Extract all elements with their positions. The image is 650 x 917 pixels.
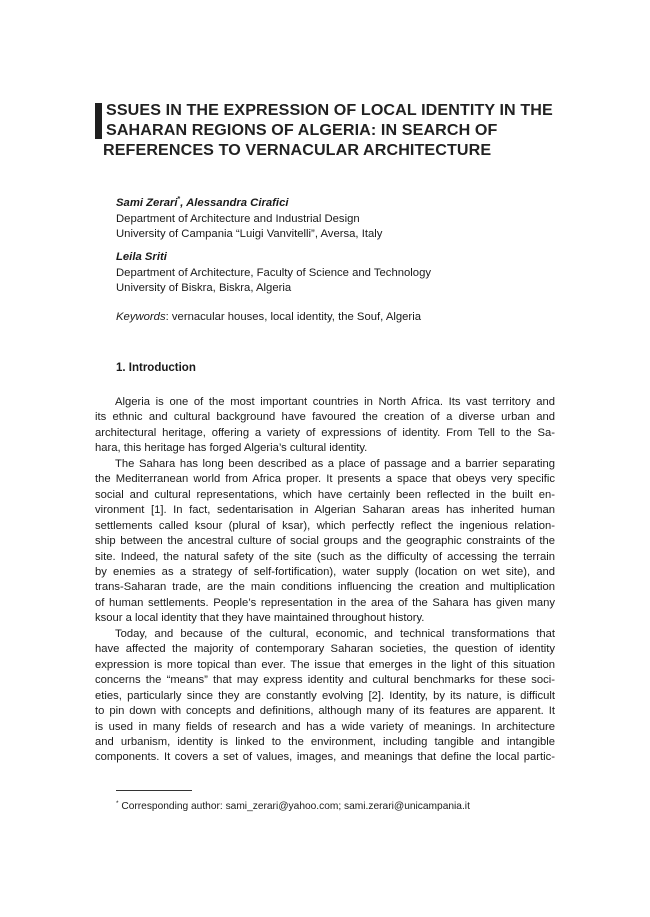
affiliation-line: Department of Architecture and Industrial Design [116, 212, 360, 225]
body-line: concerns the “means” that may express identity and cultural benchmarks for these soci- [95, 674, 555, 687]
footnote-mark: * [116, 800, 119, 807]
body-line: site. Indeed, the natural safety of the site (such as the difficulty of accessing the terrain [95, 550, 555, 563]
body-line: by enemies as a strategy of self-fortification), water supply (location on wet site), and [95, 565, 555, 578]
body-line: is used in many fields of research and has a wide variety of meanings. In architecture [95, 720, 555, 733]
affiliation-line: University of Campania “Luigi Vanvitelli”, Aversa, Italy [116, 228, 383, 240]
title-line-2: SAHARAN REGIONS OF ALGERIA: IN SEARCH OF [106, 121, 498, 139]
affiliation-line: Department of Architecture, Faculty of Science and Technology [116, 266, 432, 279]
keywords [116, 310, 421, 326]
body-line: architectural heritage, offering a variety of expressions of identity. From Tell to the Sa- [95, 426, 555, 439]
body-text [95, 395, 555, 766]
body-line: components. It covers a set of values, images, and meanings that define the local partic- [95, 751, 555, 764]
body-line: Algeria is one of the most important countries in North Africa. Its vast territory and [115, 396, 555, 408]
body-line: eties, particularly since they are constantly evolving [2]. Identity, by its nature, is difficult [95, 689, 555, 702]
body-line: of human settlements. People’s representation in the area of the Sahara has given many [95, 596, 555, 609]
paper-title [95, 100, 565, 160]
body-line: and urbanism, identity is linked to the environment, including tangible and intangible [95, 735, 555, 748]
title-line-1: SSUES IN THE EXPRESSION OF LOCAL IDENTITY IN THE [106, 101, 553, 119]
author-block-1 [116, 192, 382, 243]
body-line: social and cultural representations, which have certainly been reflected in the built en- [95, 488, 555, 501]
keywords-label: Keywords [116, 311, 166, 323]
title-line-3: REFERENCES TO VERNACULAR ARCHITECTURE [103, 141, 492, 159]
body-line: its ethnic and cultural background have favoured the creation of a diverse urban and [95, 411, 555, 424]
author-names-2: Leila Sriti [116, 251, 167, 263]
body-line: The Sahara has long been described as a place of passage and a barrier separating [115, 457, 555, 470]
body-line: expression is more topical than ever. The issue that emerges in the light of this situation [95, 658, 555, 671]
footnote-text: Corresponding author: sami_zerari@yahoo.com; sami.zerari@unicampania.it [118, 801, 470, 812]
body-line: Today, and because of the cultural, economic, and technical transformations that [115, 627, 555, 640]
author-block-2 [116, 250, 431, 297]
body-line: ksour a local identity that they have maintained throughout history. [95, 612, 425, 625]
affiliation-line: University of Biskra, Biskra, Algeria [116, 282, 292, 294]
body-line: hara, this heritage has forged Algeria’s cultural identity. [95, 442, 368, 455]
author-names-1: Sami Zerari*, Alessandra Cirafici [116, 196, 289, 209]
body-line: vironment [1]. In fact, sedentarisation in Algerian Saharan areas has inherited human [95, 504, 555, 517]
body-line: have affected the majority of contemporary Saharan societies, the question of identity [95, 643, 555, 656]
body-line: the Mediterranean world from Africa proper. It presents a space that obeys very specific [95, 473, 555, 486]
title-drop-initial [95, 103, 102, 139]
keywords-text: : vernacular houses, local identity, the Souf, Algeria [165, 311, 421, 323]
body-line: settlements called ksour (plural of ksar), which perfectly reflect the ingenious relation- [95, 519, 555, 532]
body-line: trans-Saharan trade, are the main conditions influencing the creation and multiplication [95, 581, 555, 594]
body-line: to pin down with concepts and definitions, although many of its features are apparent. It [95, 705, 555, 718]
section-heading: 1. Introduction [116, 362, 196, 374]
footnote [116, 800, 470, 812]
footnote-rule [116, 790, 192, 791]
body-line: ship between the ancestral culture of social groups and the geographic constraints of the [95, 535, 555, 548]
